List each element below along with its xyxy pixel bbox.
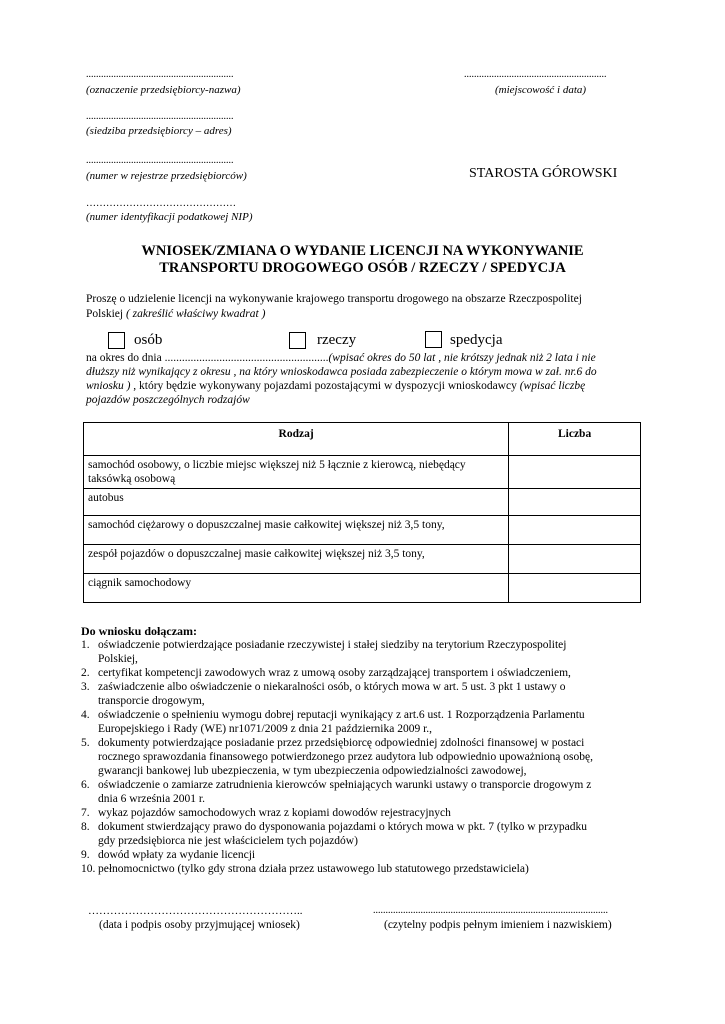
checkbox-rzeczy[interactable]: [289, 332, 306, 349]
list-item-line: pełnomocnictwo (tylko gdy strona działa przez ustawowego lub statutowego przedstawiciela): [98, 863, 529, 875]
column-header-liczba: Liczba: [509, 423, 641, 456]
list-item: [81, 680, 681, 708]
table-row: [84, 545, 641, 574]
list-item-line: zaświadczenie albo oświadczenie o niekaralności osób, o których mowa w art. 5 ust. 3 pkt 1 ustawy o: [98, 681, 566, 693]
nip-label: (numer identyfikacji podatkowej NIP): [86, 211, 253, 223]
list-item-line: dnia 6 września 2001 r.: [98, 793, 205, 805]
signature-left-label: (data i podpis osoby przyjmującej wniosek): [99, 919, 300, 931]
list-item-line: certyfikat kompetencji zawodowych wraz z umową osoby zarządzającej transportem i oświadczeniem,: [98, 667, 571, 679]
list-item-line: dowód wpłaty za wydanie licencji: [98, 849, 256, 861]
list-item-number: 9.: [81, 849, 90, 861]
address-label: (siedziba przedsiębiorcy – adres): [86, 125, 232, 137]
request-line-1: Proszę o udzielenie licencji na wykonywanie krajowego transportu drogowego na obszarze Rzeczpospolitej: [86, 293, 582, 305]
row-type: zespół pojazdów o dopuszczalnej masie całkowitej większej niż 3,5 tony,: [84, 545, 509, 574]
list-item: [81, 862, 681, 876]
request-line-2: [86, 307, 265, 321]
attachments-list: [81, 624, 681, 876]
list-item-line: Polskiej,: [98, 653, 138, 665]
list-item-line: transporcie drogowym,: [98, 695, 205, 707]
list-item-line: dokumenty potwierdzające posiadanie przez przedsiębiorcę odpowiedniej zdolności finansowej w postaci: [98, 737, 585, 749]
request-line-2-italic: ( zakreślić właściwy kwadrat ): [125, 308, 266, 320]
place-dots: .........................................................: [464, 69, 607, 80]
period-line-3-italic-end: (wpisać liczbę: [519, 380, 586, 392]
row-count-field[interactable]: [509, 516, 641, 545]
list-item: [81, 778, 681, 806]
table-row: [84, 489, 641, 516]
row-count-field[interactable]: [509, 545, 641, 574]
row-type: autobus: [84, 489, 509, 516]
list-item-line: oświadczenie potwierdzające posiadanie rzeczywistej i stałej siedziby na terytorium Rzeczypospolitej: [98, 639, 567, 651]
list-item: [81, 708, 681, 736]
list-item-number: 3.: [81, 681, 90, 693]
option-osob-label: osób: [134, 332, 163, 348]
column-header-rodzaj: Rodzaj: [84, 423, 509, 456]
period-line-3-text: , który będzie wykonywany pojazdami pozostającymi w dyspozycji wnioskodawcy: [133, 380, 520, 392]
period-line-3: [86, 379, 585, 393]
row-count-field[interactable]: [509, 456, 641, 489]
register-dots: ...........................................................: [86, 155, 234, 166]
list-item: [81, 666, 681, 680]
table-header-row: [84, 423, 641, 456]
option-rzeczy-label: rzeczy: [317, 332, 357, 348]
option-spedycja-label: spedycja: [450, 332, 503, 348]
list-item-line: oświadczenie o spełnieniu wymogu dobrej reputacji wynikający z art.6 ust. 1 Rozporządzenia Parlamentu: [98, 709, 585, 721]
place-label: (miejscowość i data): [495, 84, 587, 96]
row-count-field[interactable]: [509, 489, 641, 516]
list-item-number: 4.: [81, 709, 90, 721]
period-line-1-text: na okres do dnia .........................................................: [86, 352, 329, 364]
checkbox-osob[interactable]: [108, 332, 125, 349]
row-type: samochód osobowy, o liczbie miejsc większej niż 5 łącznie z kierowcą, niebędący taksówką osobową: [84, 456, 509, 489]
addressee: STAROSTA GÓROWSKI: [469, 166, 618, 181]
table-row: [84, 516, 641, 545]
signature-right-label: (czytelny podpis pełnym imieniem i nazwiskiem): [384, 919, 612, 931]
list-item-number: 10.: [81, 863, 96, 875]
period-line-4: pojazdów poszczególnych rodzajów: [86, 394, 250, 406]
period-line-2: dłuższy niż wynikający z okresu , na który wnioskodawca posiada zabezpieczenie o którym mowa w zał. nr.6 do: [86, 366, 597, 378]
vehicle-table: [83, 422, 641, 603]
row-count-field[interactable]: [509, 574, 641, 603]
list-item-line: gdy przedsiębiorca nie jest właścicielem tych pojazdów): [98, 835, 358, 847]
list-item-number: 7.: [81, 807, 90, 819]
register-label: (numer w rejestrze przedsiębiorców): [86, 170, 247, 182]
table-row: [84, 456, 641, 489]
nip-dots: ………………………………………: [86, 198, 236, 209]
list-item-line: rocznego sprawozdania finansowego potwierdzonego przez audytora lub odpowiednio upoważnioną osobę,: [98, 751, 593, 763]
period-line-1-italic: (wpisać okres do 50 lat , nie krótszy jednak niż 2 lata i nie: [328, 352, 596, 364]
list-item: [81, 806, 681, 820]
list-item-line: wykaz pojazdów samochodowych wraz z kopiami dowodów rejestracyjnych: [98, 807, 451, 819]
list-item-number: 1.: [81, 639, 90, 651]
attachments-items: [81, 638, 681, 876]
list-item-line: dokument stwierdzający prawo do dysponowania pojazdami o których mowa w pkt. 7 (tylko w przypadku: [98, 821, 587, 833]
list-item: [81, 820, 681, 848]
name-label: (oznaczenie przedsiębiorcy-nazwa): [86, 84, 241, 96]
list-item: [81, 736, 681, 778]
list-item-line: gwarancji bankowej lub ubezpieczenia, w tym ubezpieczenia odpowiedzialności zawodowej,: [98, 765, 527, 777]
signature-right-dots: ..............................................................................................: [373, 905, 608, 916]
table-row: [84, 574, 641, 603]
list-item-number: 6.: [81, 779, 90, 791]
list-item: [81, 638, 681, 666]
period-line-1: [86, 351, 596, 365]
form-title-line-1: WNIOSEK/ZMIANA O WYDANIE LICENCJI NA WYKONYWANIE: [141, 243, 584, 259]
name-dots: ...........................................................: [86, 69, 234, 80]
list-item: [81, 848, 681, 862]
checkbox-spedycja[interactable]: [425, 331, 442, 348]
row-type: samochód ciężarowy o dopuszczalnej masie całkowitej większej niż 3,5 tony,: [84, 516, 509, 545]
address-dots: ...........................................................: [86, 111, 234, 122]
list-item-number: 8.: [81, 821, 90, 833]
list-item-line: oświadczenie o zamiarze zatrudnienia kierowców spełniających warunki ustawy o transporcie drogowym z: [98, 779, 592, 791]
row-type: ciągnik samochodowy: [84, 574, 509, 603]
list-item-number: 5.: [81, 737, 90, 749]
signature-left-dots: …………………………………………………..: [88, 905, 303, 917]
list-item-line: Europejskiego i Rady (WE) nr1071/2009 z dnia 21 października 2009 r.,: [98, 723, 433, 735]
form-title-line-2: TRANSPORTU DROGOWEGO OSÓB / RZECZY / SPEDYCJA: [159, 260, 566, 276]
period-line-3-italic: wniosku ): [86, 380, 134, 392]
attachments-heading: Do wniosku dołączam:: [81, 624, 198, 638]
request-line-2-text: Polskiej: [86, 308, 126, 320]
list-item-number: 2.: [81, 667, 90, 679]
